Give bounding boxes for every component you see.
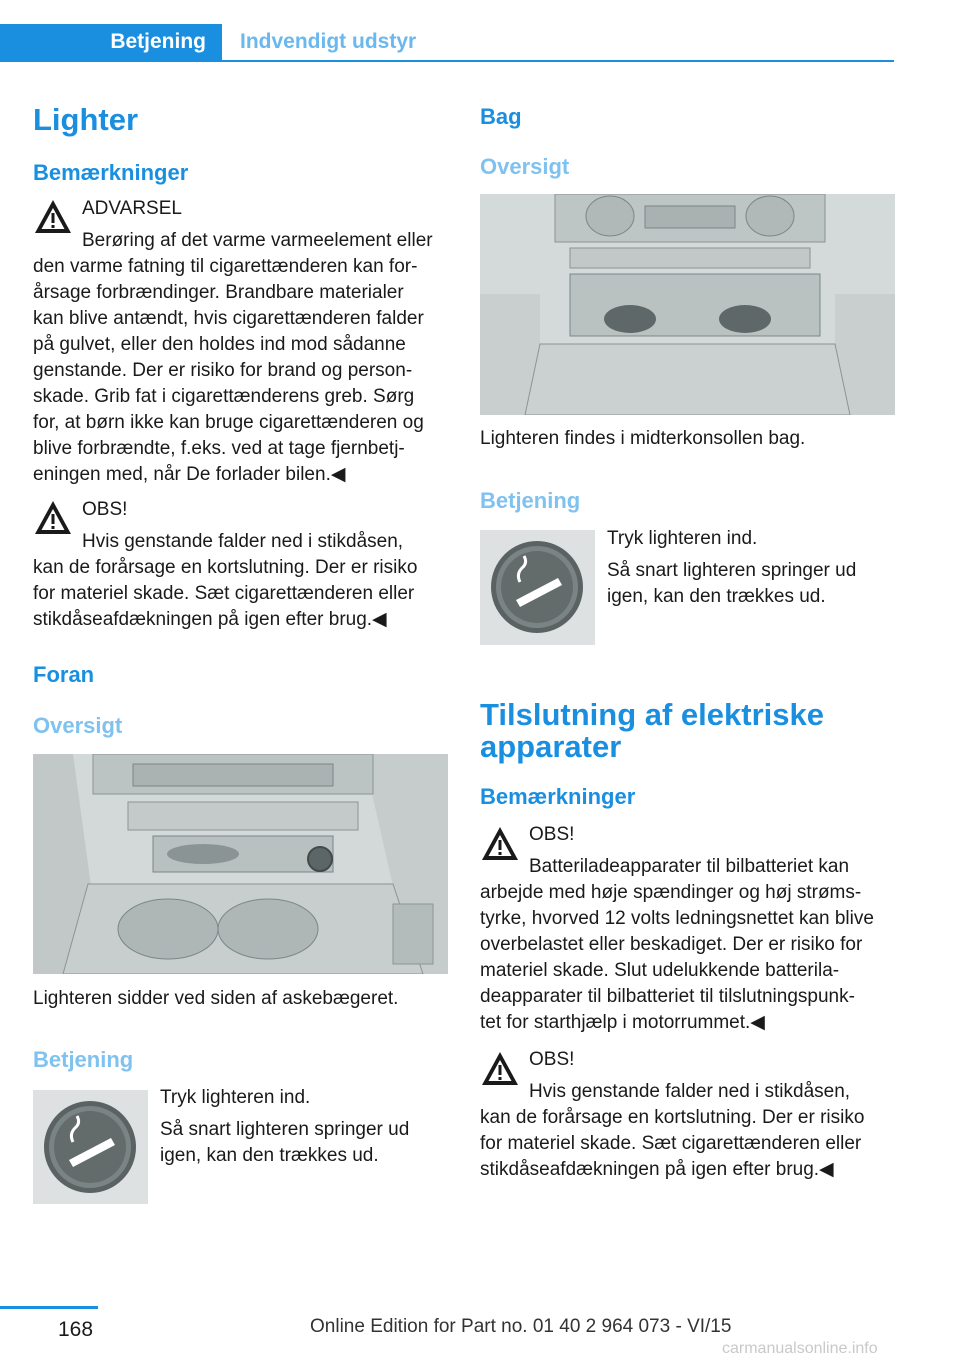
section-title-line: apparater bbox=[480, 729, 622, 764]
text-line: kan de forårsage en kortslutning. Der er risiko bbox=[33, 557, 418, 578]
text-line: kan de forårsage en kortslutning. Der er risiko bbox=[480, 1107, 865, 1128]
front-photo-caption: Lighteren sidder ved siden af askebægeret. bbox=[33, 988, 399, 1009]
text-line: Så snart lighteren springer ud bbox=[607, 560, 857, 581]
text-line: skade. Grib fat i cigarettænderens greb. Sørg bbox=[33, 386, 415, 407]
text-line: Hvis genstande falder ned i stikdåsen, bbox=[82, 531, 404, 552]
overview-heading-rear: Oversigt bbox=[480, 154, 570, 179]
front-heading: Foran bbox=[33, 662, 95, 687]
text-line: Hvis genstande falder ned i stikdåsen, bbox=[529, 1081, 851, 1102]
text-line: for materiel skade. Sæt cigarettænderen eller bbox=[33, 583, 415, 604]
notice-text-right bbox=[480, 854, 898, 1036]
notice-label-right: OBS! bbox=[529, 824, 575, 845]
text-line: på gulvet, eller den holdes ind mod sådanne bbox=[33, 334, 406, 355]
text-line: for, at børn ikke kan bruge cigarettænderen og bbox=[33, 412, 424, 433]
text-line: blive forbrændte, f.eks. ved at tage fjernbetj- bbox=[33, 438, 405, 459]
tab-betjening[interactable] bbox=[0, 24, 222, 62]
lighter-button-image bbox=[33, 1090, 148, 1204]
section-title-line: Tilslutning af elektriske bbox=[480, 697, 824, 732]
text-line: genstande. Der er risiko for brand og person- bbox=[33, 360, 413, 381]
tab-indvendigt-udstyr[interactable]: Indvendigt udstyr bbox=[240, 30, 417, 53]
header-rule bbox=[222, 60, 894, 62]
front-console-photo bbox=[33, 754, 448, 974]
rear-console-photo bbox=[480, 194, 895, 415]
rear-operation-step2 bbox=[607, 558, 856, 610]
notes-heading: Bemærkninger bbox=[33, 160, 189, 185]
notes-heading-right: Bemærkninger bbox=[480, 784, 636, 809]
rear-photo-caption: Lighteren findes i midterkonsollen bag. bbox=[480, 428, 806, 449]
overview-heading: Oversigt bbox=[33, 713, 123, 738]
operation-step1: Tryk lighteren ind. bbox=[160, 1087, 311, 1108]
text-line: tyrke, hvorved 12 volts ledningsnettet kan blive bbox=[480, 908, 874, 929]
text-line: stikdåseafdækningen på igen efter brug.◀ bbox=[33, 609, 387, 630]
text-line: arbejde med høje spændinger og høj strøms- bbox=[480, 882, 862, 903]
tab-betjening-label: Betjening bbox=[110, 30, 206, 53]
operation-heading: Betjening bbox=[33, 1047, 134, 1072]
watermark: carmanualsonline.info bbox=[722, 1340, 878, 1357]
text-line: tet for starthjælp i motorrummet.◀ bbox=[480, 1012, 765, 1033]
text-line: materiel skade. Slut udelukkende batterila- bbox=[480, 960, 840, 981]
rear-lighter-button-image bbox=[480, 530, 595, 645]
warning-text bbox=[33, 228, 451, 488]
text-line: kan blive antændt, hvis cigarettænderen falder bbox=[33, 308, 424, 329]
footer-rule bbox=[0, 1306, 98, 1309]
text-line: den varme fatning til cigarettænderen kan for- bbox=[33, 256, 418, 277]
text-line: overbelastet eller beskadiget. Der er risiko for bbox=[480, 934, 863, 955]
text-line: deapparater til bilbatteriet til tilslutningspunk- bbox=[480, 986, 855, 1007]
notice-text-right-2 bbox=[480, 1079, 898, 1183]
text-line: Batteriladeapparater til bilbatteriet kan bbox=[529, 856, 850, 877]
rear-heading: Bag bbox=[480, 104, 522, 129]
notice-text bbox=[33, 529, 451, 633]
text-line: Berøring af det varme varmeelement eller bbox=[82, 230, 433, 251]
rear-operation-step1: Tryk lighteren ind. bbox=[607, 528, 758, 549]
text-line: årsage forbrændinger. Brandbare materialer bbox=[33, 282, 404, 303]
section-title bbox=[480, 699, 824, 763]
text-line: stikdåseafdækningen på igen efter brug.◀ bbox=[480, 1159, 834, 1180]
text-line: igen, kan den trækkes ud. bbox=[607, 586, 826, 607]
warning-label: ADVARSEL bbox=[82, 198, 182, 219]
text-line: eningen med, når De forlader bilen.◀ bbox=[33, 464, 346, 485]
notice-label: OBS! bbox=[82, 499, 128, 520]
text-line: for materiel skade. Sæt cigarettænderen eller bbox=[480, 1133, 862, 1154]
operation-step2 bbox=[160, 1117, 409, 1169]
text-line: Så snart lighteren springer ud bbox=[160, 1119, 410, 1140]
page-number: 168 bbox=[58, 1318, 94, 1341]
notice-label-right-2: OBS! bbox=[529, 1049, 575, 1070]
edition-note: Online Edition for Part no. 01 40 2 964 073 - VI/15 bbox=[310, 1316, 732, 1337]
operation-heading-rear: Betjening bbox=[480, 488, 581, 513]
text-line: igen, kan den trækkes ud. bbox=[160, 1145, 379, 1166]
page-title: Lighter bbox=[33, 102, 139, 137]
